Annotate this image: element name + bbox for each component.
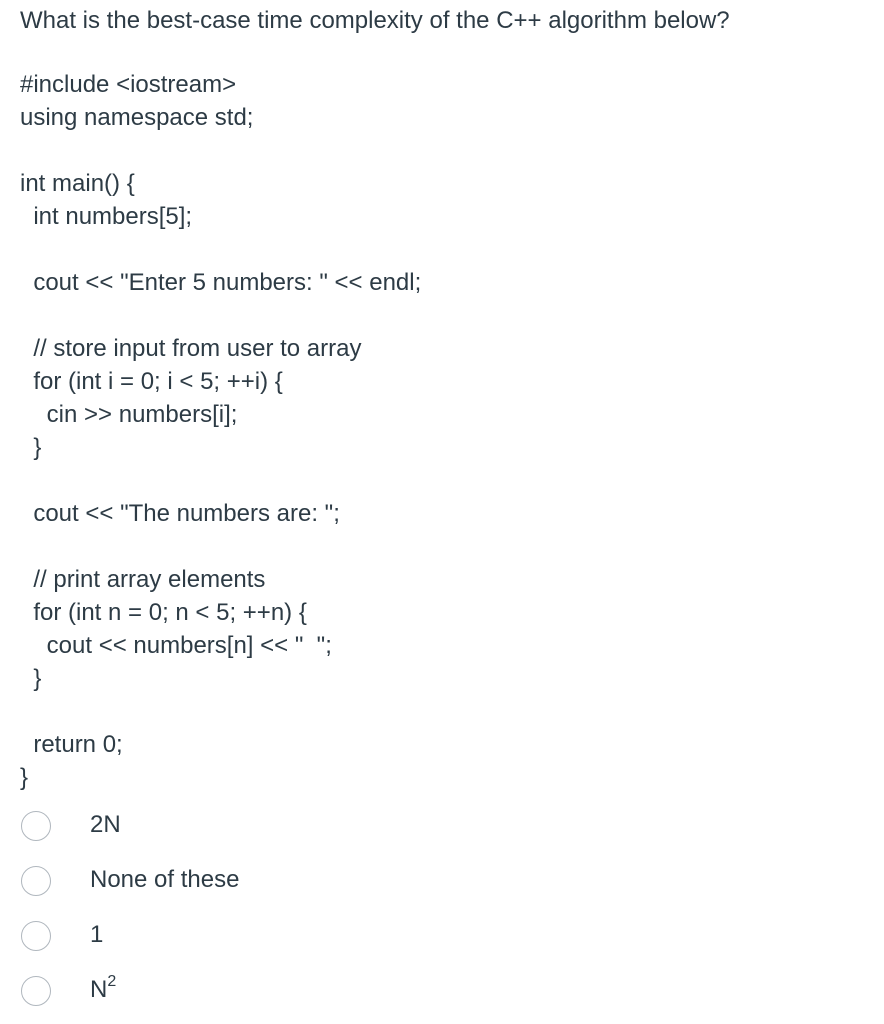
code-line: }	[20, 434, 42, 461]
code-line: cout << "Enter 5 numbers: " << endl;	[20, 269, 422, 296]
code-line: return 0;	[20, 731, 123, 758]
code-line: }	[20, 764, 29, 791]
code-line: // print array elements	[20, 566, 266, 593]
radio-button[interactable]	[21, 921, 51, 951]
radio-button[interactable]	[21, 866, 51, 896]
code-line: using namespace std;	[20, 104, 254, 131]
code-line: for (int n = 0; n < 5; ++n) {	[20, 599, 307, 626]
radio-button[interactable]	[21, 811, 51, 841]
code-line: int numbers[5];	[20, 203, 193, 230]
answer-label: None of these	[90, 866, 240, 893]
answer-option-2n[interactable]	[21, 806, 421, 846]
code-line: for (int i = 0; i < 5; ++i) {	[20, 368, 283, 395]
answer-option-n-squared[interactable]	[21, 971, 421, 1011]
code-line: cout << numbers[n] << " ";	[20, 632, 332, 659]
radio-button[interactable]	[21, 976, 51, 1006]
answer-label: 2N	[90, 811, 121, 838]
answer-option-1[interactable]	[21, 916, 421, 956]
code-line: // store input from user to array	[20, 335, 362, 362]
code-block	[20, 68, 421, 794]
answer-label: 1	[90, 921, 104, 948]
code-line: cin >> numbers[i];	[20, 401, 238, 428]
code-line: }	[20, 665, 42, 692]
answer-option-none-of-these[interactable]	[21, 861, 421, 901]
code-line: int main() {	[20, 170, 135, 197]
code-line: cout << "The numbers are: ";	[20, 500, 340, 527]
question-text: What is the best-case time complexity of the C++ algorithm below?	[20, 7, 730, 34]
code-line: #include <iostream>	[20, 71, 237, 98]
answer-label: $N^2$	[90, 973, 117, 1003]
